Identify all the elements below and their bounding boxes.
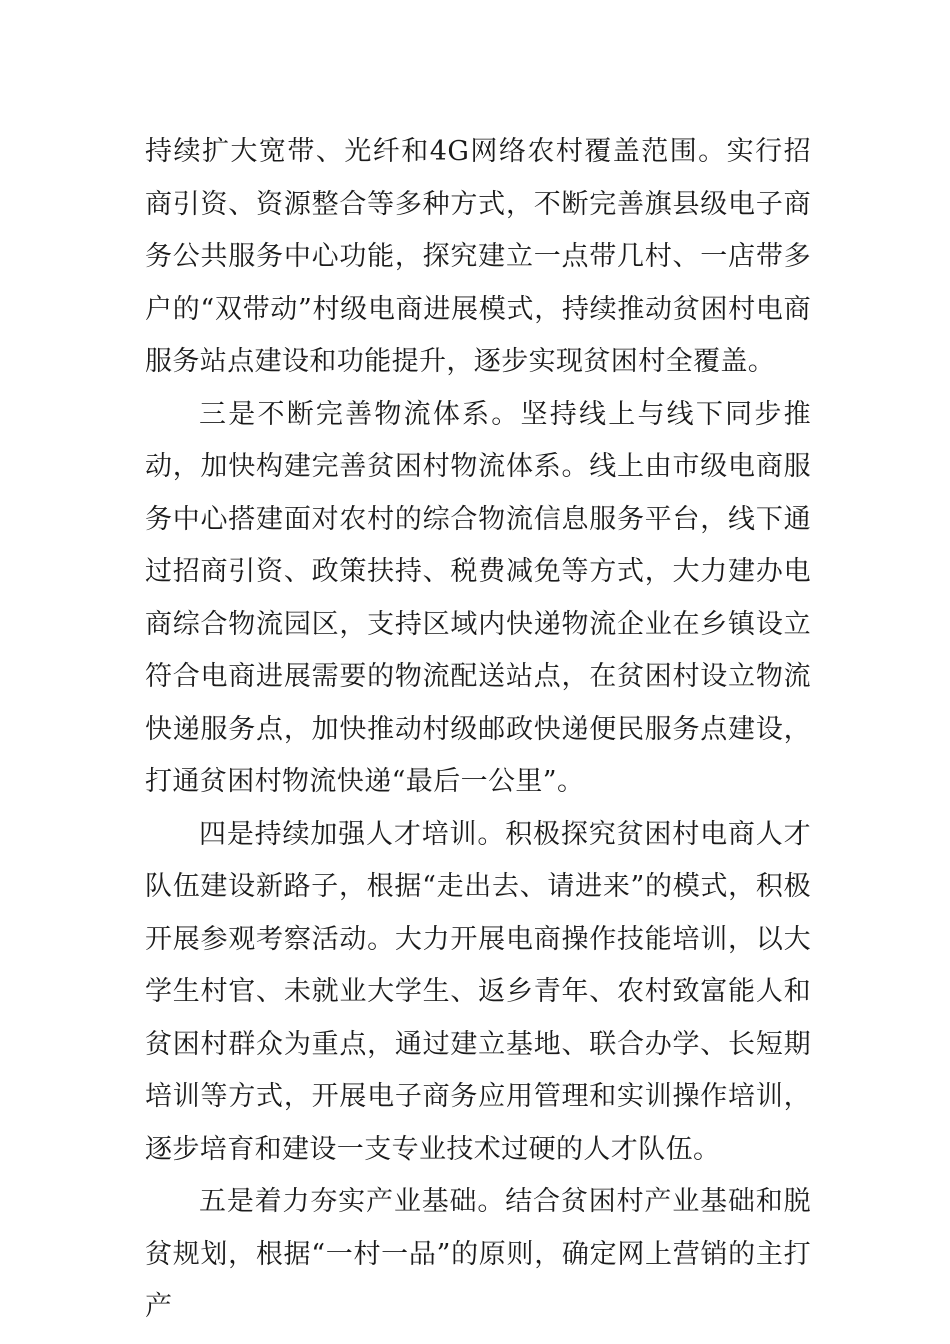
paragraph-industry-foundation: 五是着力夯实产业基础。结合贫困村产业基础和脱贫规划，根据“一村一品”的原则，确定网上营销的主打产 xyxy=(145,1186,811,1322)
paragraph-logistics: 三是不断完善物流体系。坚持线上与线下同步推动，加快构建完善贫困村物流体系。线上由市级电商服务中心搭建面对农村的综合物流信息服务平台，线下通过招商引资、政策扶持、税费减免等方式，大力建办电商综合物流园区，支持区域内快递物流企业在乡镇设立符合电商进展需要的物流配送站点，在贫困村设立物流快递服务点，加快推动村级邮政快递便民服务点建设，打通贫困村物流快递“最后一公里”。 xyxy=(145,398,811,797)
paragraph-talent-training: 四是持续加强人才培训。积极探究贫困村电商人才队伍建设新路子，根据“走出去、请进来”的模式，积极开展参观考察活动。大力开展电商操作技能培训，以大学生村官、未就业大学生、返乡青年、农村致富能人和贫困村群众为重点，通过建立基地、联合办学、长短期培训等方式，开展电子商务应用管理和实训操作培训，逐步培育和建设一支专业技术过硬的人才队伍。 xyxy=(145,818,811,1165)
paragraph-continuation: 持续扩大宽带、光纤和4G网络农村覆盖范围。实行招商引资、资源整合等多种方式，不断完善旗县级电子商务公共服务中心功能，探究建立一点带几村、一店带多户的“双带动”村级电商进展模式，持续推动贫困村电商服务站点建设和功能提升，逐步实现贫困村全覆盖。 xyxy=(145,136,811,377)
document-body xyxy=(145,126,811,1334)
